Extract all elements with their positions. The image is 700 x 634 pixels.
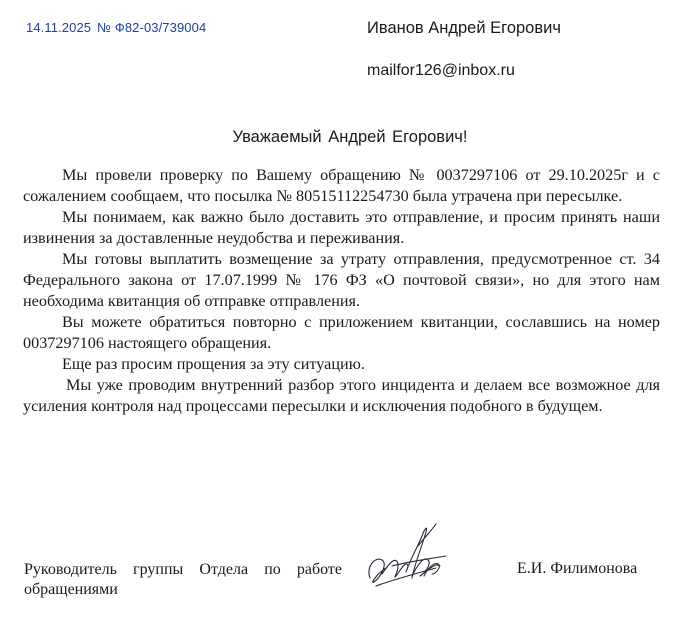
- body-paragraph: Вы можете обратиться повторно с приложением квитанции, сославшись на номер 0037297106 настоящего обращения.: [23, 313, 660, 352]
- signature-image: [362, 516, 454, 596]
- recipient-name: Иванов Андрей Егорович: [367, 19, 561, 37]
- body-paragraph: Мы готовы выплатить возмещение за утрату отправления, предусмотренное ст. 34 Федерального закона от 17.07.1999 № 176 ФЗ «О почтовой связи», но для этого нам необходима квитанция об отправке отправления.: [23, 250, 660, 310]
- signer-name: Е.И. Филимонова: [517, 560, 638, 577]
- body-paragraph: Еще раз просим прощения за эту ситуацию.: [62, 355, 365, 373]
- letter-body: [23, 165, 660, 417]
- signer-position: Руководитель группы Отдела по работе обращениями: [24, 561, 342, 598]
- body-paragraph: Мы провели проверку по Вашему обращению № 0037297106 от 29.10.2025г и с сожалением сообщаем, что посылка № 80515112254730 была утрачена при пересылке.: [23, 166, 660, 205]
- body-paragraph: Мы уже проводим внутренний разбор этого инцидента и делаем все возможное для усиления контроля над процессами пересылки и исключения подобного в будущем.: [23, 376, 660, 415]
- letter-number: № Ф82-03/739004: [97, 20, 207, 35]
- recipient-email: mailfor126@inbox.ru: [367, 62, 515, 79]
- letter-date: 14.11.2025: [26, 20, 92, 35]
- registration-line: [26, 20, 206, 35]
- salutation: Уважаемый Андрей Егорович!: [232, 128, 468, 146]
- body-paragraph: Мы понимаем, как важно было доставить это отправление, и просим принять наши извинения за доставленные неудобства и переживания.: [23, 208, 660, 247]
